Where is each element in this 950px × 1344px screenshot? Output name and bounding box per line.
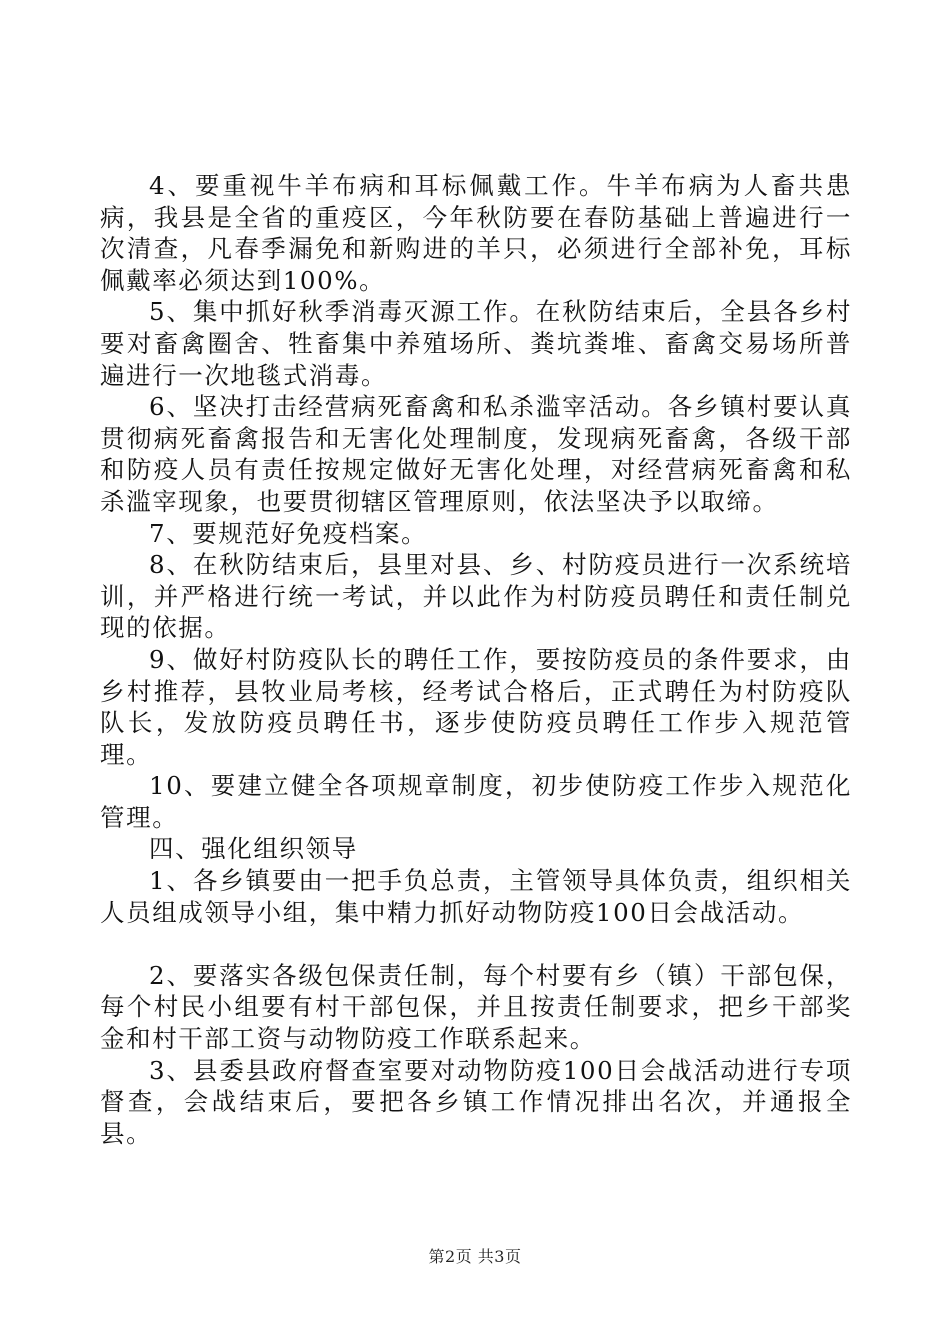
paragraph-item-4: 4、要重视牛羊布病和耳标佩戴工作。牛羊布病为人畜共患病，我县是全省的重疫区，今年秋防要在春防基础上普遍进行一次清查，凡春季漏免和新购进的羊只，必须进行全部补免，耳标佩戴率必须达到100%。 bbox=[100, 171, 852, 295]
paragraph-item-9: 9、做好村防疫队长的聘任工作，要按防疫员的条件要求，由乡村推荐，县牧业局考核，经考试合格后，正式聘任为村防疫队队长，发放防疫员聘任书，逐步使防疫员聘任工作步入规范管理。 bbox=[100, 644, 852, 769]
paragraph-item-8: 8、在秋防结束后，县里对县、乡、村防疫员进行一次系统培训，并严格进行统一考试，并以此作为村防疫员聘任和责任制兑现的依据。 bbox=[100, 550, 852, 643]
paragraph-item-5: 5、集中抓好秋季消毒灭源工作。在秋防结束后，全县各乡村要对畜禽圈舍、牲畜集中养殖场所、粪坑粪堆、畜禽交易场所普遍进行一次地毯式消毒。 bbox=[100, 297, 852, 390]
document-body bbox=[100, 170, 852, 1149]
paragraph-org-3: 3、县委县政府督查室要对动物防疫100日会战活动进行专项督查，会战结束后，要把各乡镇工作情况排出名次，并通报全县。 bbox=[100, 1055, 852, 1148]
paragraph-org-2: 2、要落实各级包保责任制，每个村要有乡（镇）干部包保，每个村民小组要有村干部包保，并且按责任制要求，把乡干部奖金和村干部工资与动物防疫工作联系起来。 bbox=[100, 960, 852, 1054]
section-heading: 四、强化组织领导 bbox=[149, 834, 358, 864]
page-footer: 第2页 共3页 bbox=[428, 1247, 522, 1266]
paragraph-item-7: 7、要规范好免疫档案。 bbox=[149, 518, 428, 548]
paragraph-item-10: 10、要建立健全各项规章制度，初步使防疫工作步入规范化管理。 bbox=[100, 771, 852, 832]
paragraph-org-1: 1、各乡镇要由一把手负总责，主管领导具体负责，组织相关人员组成领导小组，集中精力抓好动物防疫100日会战活动。 bbox=[100, 866, 852, 927]
paragraph-item-6: 6、坚决打击经营病死畜禽和私杀滥宰活动。各乡镇村要认真贯彻病死畜禽报告和无害化处理制度，发现病死畜禽，各级干部和防疫人员有责任按规定做好无害化处理，对经营病死畜禽和私杀滥宰现象，也要贯彻辖区管理原则，依法坚决予以取缔。 bbox=[100, 392, 852, 516]
